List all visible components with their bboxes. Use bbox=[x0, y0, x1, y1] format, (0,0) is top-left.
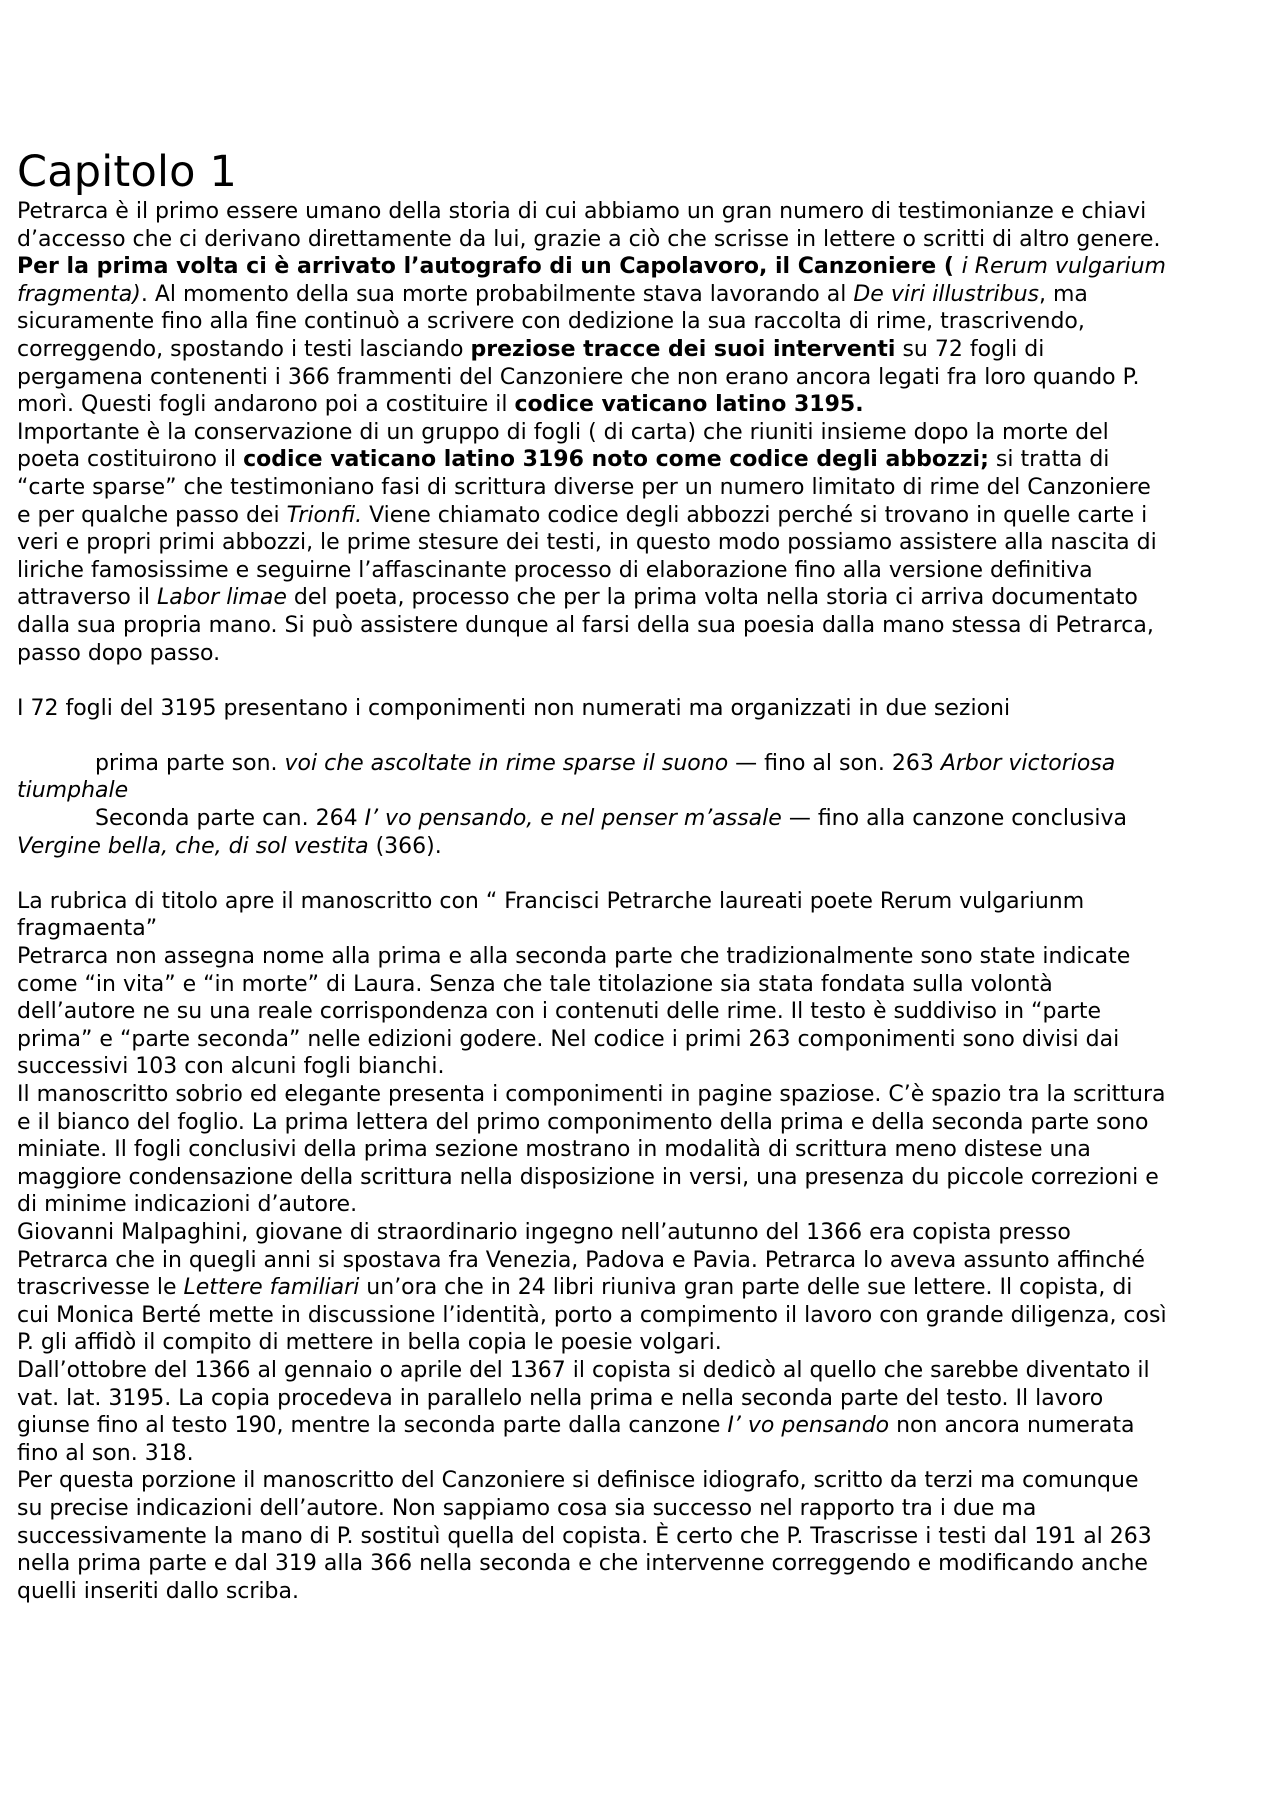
text-span: Viene chiamato codice degli abbozzi perché si trovano in quelle carte i veri e propri primi abbozzi, le prime stesure dei testi, in questo modo possiamo assistere alla nascita di liriche famosissime e seguirne l’affascinante processo di elaborazione fino alla versione definitiva attraverso il bbox=[17, 502, 1157, 611]
text-span: , ma sicuramente fino alla fine continuò a scrivere con dedizione la sua raccolta di rime, trascrivendo, correggendo, spostando i testi lasciando bbox=[17, 281, 1088, 362]
text-span: (366). bbox=[368, 833, 442, 859]
text-span: Petrarca è il primo essere umano della storia di cui abbiamo un gran numero di testimonianze e chiavi d’accesso che ci derivano direttamente da lui, grazie a ciò che scrisse in lettere o scritti di altro genere. bbox=[17, 199, 1161, 252]
italic-span: I’ vo pensando, e nel penser m’assale bbox=[364, 806, 782, 832]
text-span: del poeta, processo che per la prima volta nella storia ci arriva documentato dalla sua propria mano. Si può assistere dunque al farsi della sua poesia dalla mano stessa di Petrarca, passo dopo passo. bbox=[17, 585, 1154, 666]
paragraph-abbozzi bbox=[17, 419, 1167, 667]
paragraph-seconda-parte bbox=[17, 805, 1167, 860]
paragraph-sezioni: I 72 fogli del 3195 presentano i componimenti non numerati ma organizzati in due sezioni bbox=[17, 695, 1011, 721]
paragraph-idiografo: Per questa porzione il manoscritto del Canzoniere si definisce idiografo, scritto da terzi ma comunque su precise indicazioni dell’autore. Non sappiamo cosa sia successo nel rapporto tra i due ma successivamente la mano di P. sostituì quella del copista. È certo che P. Trascrisse i testi dal 191 al 263 nella prima parte e dal 319 alla 366 nella seconda e che intervenne correggendo e modificando anche quelli inseriti dallo scriba. bbox=[17, 1468, 1152, 1604]
bold-span: codice vaticano latino 3196 noto come codice degli abbozzi; bbox=[243, 447, 989, 473]
text-span: Dall’ottobre del 1366 al gennaio o aprile del 1367 il copista si dedicò al quello che sarebbe diventato il vat. lat. 3195. La copia procedeva in parallelo nella prima e nella seconda parte del testo. Il lavoro giunse fino al testo 190, mentre la seconda parte dalla canzone bbox=[17, 1357, 1150, 1439]
text-span: — fino al son. 263 bbox=[728, 750, 941, 776]
italic-span: Vergine bella, che, di sol vestita bbox=[17, 833, 369, 859]
text-span: si tratta di “carte sparse” che testimoniano fasi di scrittura diverse per un numero limitato di rime del Canzoniere e per qualche passo dei bbox=[17, 447, 1151, 528]
text-span: — fino alla canzone conclusiva bbox=[781, 806, 1127, 832]
paragraph-copia bbox=[17, 1357, 1167, 1467]
paragraph-malpaghini bbox=[17, 1219, 1167, 1357]
paragraph-manoscritto: Il manoscritto sobrio ed elegante presenta i componimenti in pagine spaziose. C’è spazio tra la scrittura e il bianco del foglio. La prima lettera del primo componimento della prima e della seconda parte sono miniate. Il fogli conclusivi della prima sezione mostrano in modalità di scrittura meno distese una maggiore condensazione della scrittura nella disposizione in versi, una presenza du piccole correzioni e di minime indicazioni d’autore. bbox=[17, 1082, 1166, 1218]
text-span: Seconda parte can. 264 bbox=[95, 806, 365, 832]
paragraph-autografo bbox=[17, 198, 1167, 419]
paragraph-titolazione: Petrarca non assegna nome alla prima e alla seconda parte che tradizionalmente sono state indicate come “in vita” e “in morte” di Laura. Senza che tale titolazione sia stata fondata sulla volontà dell’autore ne su una reale corrispondenza con i contenuti delle rime. Il testo è suddiviso in “parte prima” e “parte seconda” nelle edizioni godere. Nel codice i primi 263 componimenti sono divisi dai successivi 103 con alcuni fogli bianchi. bbox=[17, 944, 1131, 1080]
italic-span: Arbor victoriosa tiumphale bbox=[17, 750, 1116, 804]
italic-span: Lettere familiari bbox=[183, 1275, 360, 1301]
chapter-title: Capitolo 1 bbox=[17, 147, 238, 197]
paragraph-prima-parte bbox=[17, 750, 1167, 805]
italic-span: voi che ascoltate in rime sparse il suono bbox=[284, 750, 729, 776]
paragraph-rubrica: La rubrica di titolo apre il manoscritto con “ Francisci Petrarche laureati poete Rerum vulgariunm fragmaenta” bbox=[17, 888, 1085, 942]
text-span: Giovanni Malpaghini, giovane di straordinario ingegno nell’autunno del 1366 era copista presso Petrarca che in quegli anni si spostava fra Venezia, Padova e Pavia. Petrarca lo aveva assunto affinché trascrivesse le bbox=[17, 1219, 1145, 1301]
document-page bbox=[17, 146, 1167, 1605]
blank-line bbox=[17, 667, 1167, 695]
text-span: prima parte son. bbox=[95, 750, 285, 776]
italic-span: Labor limae bbox=[157, 585, 287, 611]
text-span: un’ora che in 24 libri riuniva gran parte delle sue lettere. Il copista, di cui Monica Berté mette in discussione l’identità, porto a compimento il lavoro con grande diligenza, così P. gli affidò il compito di mettere in bella copia le poesie volgari. bbox=[17, 1275, 1167, 1356]
blank-line bbox=[17, 722, 1167, 750]
italic-span: I’ vo pensando bbox=[727, 1413, 890, 1439]
text-span: non ancora numerata fino al son. 318. bbox=[17, 1413, 1135, 1466]
text-span: Importante è la conservazione di un gruppo di fogli ( di carta) che riuniti insieme dopo la morte del poeta costituirono il bbox=[17, 419, 1109, 473]
italic-span: Trionfi. bbox=[286, 502, 363, 528]
bold-span: Per la prima volta ci è arrivato l’autografo di un Capolavoro, il Canzoniere ( bbox=[17, 254, 962, 280]
italic-span: De viri illustribus bbox=[853, 281, 1039, 307]
blank-line bbox=[17, 860, 1167, 888]
bold-span: codice vaticano latino 3195. bbox=[514, 392, 864, 418]
bold-span: preziose tracce dei suoi interventi bbox=[470, 336, 896, 362]
italic-span: i Rerum vulgarium fragmenta) bbox=[17, 254, 1166, 307]
text-span: su 72 fogli di pergamena contenenti i 366 frammenti del Canzoniere che non erano ancora legati fra loro quando P. morì. Questi fogli andarono poi a costituire il bbox=[17, 336, 1140, 418]
text-span: . Al momento della sua morte probabilmente stava lavorando al bbox=[140, 281, 854, 307]
